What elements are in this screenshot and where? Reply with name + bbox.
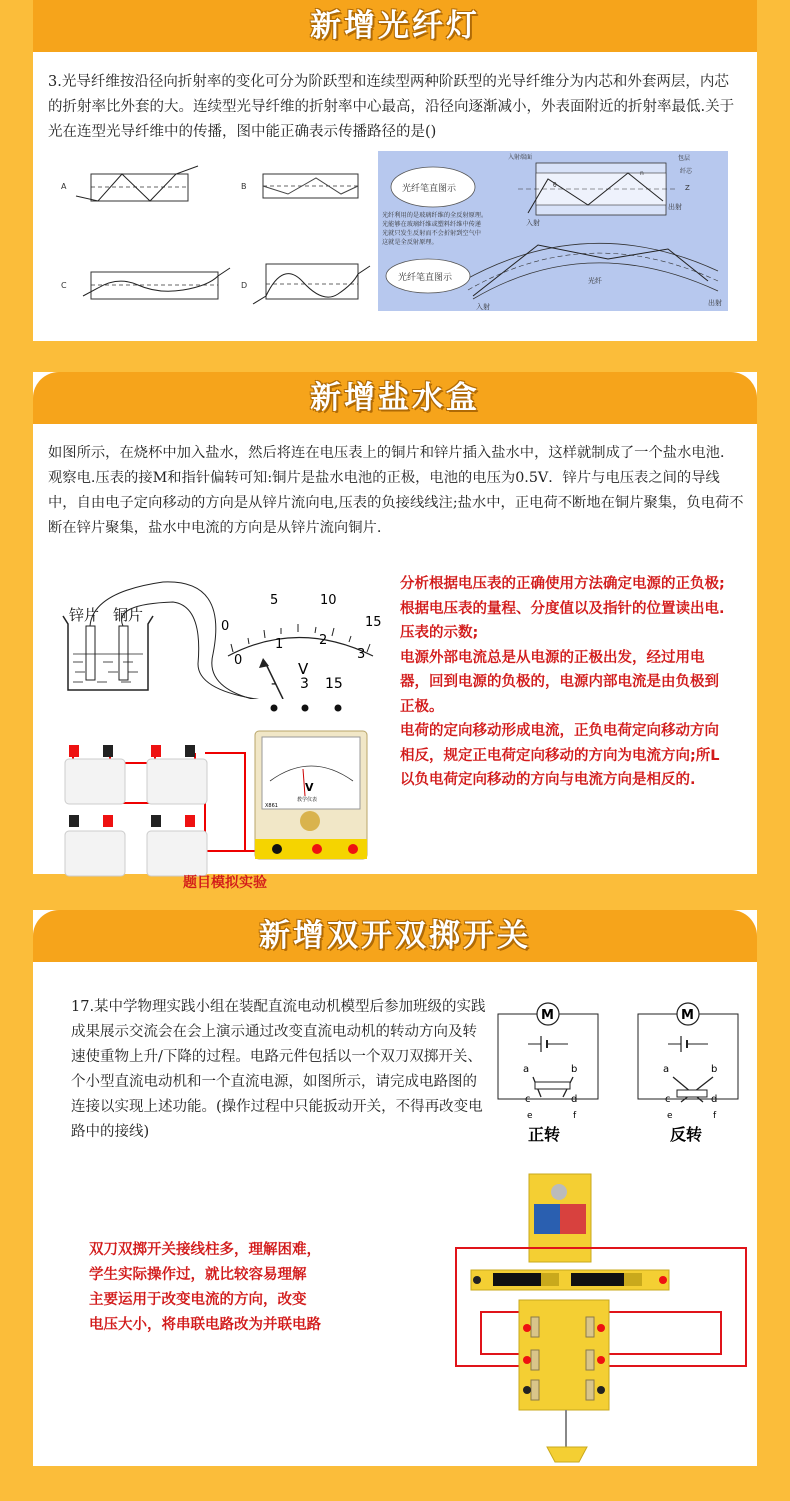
bubble-2: 光纤笔直图示	[398, 273, 453, 283]
label-reverse: 反转	[670, 1125, 703, 1142]
section-title: 新增光纤灯	[310, 8, 480, 44]
photo-meter-unit: V	[305, 781, 314, 794]
scale-top-10: 10	[320, 593, 337, 608]
term-f-fwd: f	[573, 1111, 577, 1121]
label-out-2: 出射	[708, 299, 722, 307]
fiber-note: 光纤利用的是玻璃纤维的全反射原理。 光能够在玻璃纤维或塑料纤维中传递 光就只发生反射而不会折射到空气中 这就是全反射原理。	[382, 212, 488, 246]
term-f-rev: f	[713, 1111, 717, 1121]
term-a-rev: a	[663, 1064, 670, 1075]
section-header	[33, 0, 757, 52]
label-core: 纤芯	[680, 168, 693, 175]
scale-top-5: 5	[270, 593, 279, 608]
label-z: Z	[685, 184, 690, 192]
scale-bot-2: 2	[319, 633, 328, 648]
experiment-caption: 题目模拟实验	[183, 875, 267, 891]
intro-text: 如图所示，在烧杯中加入盐水，然后将连在电压表上的铜片和锌片插入盐水中，这样就制成了一个盐水电池．观察电.压表的接M和指针偏转可知:铜片是盐水电池的正极，电池的电压为0.5V．锌片与电压表之间的导线中，自由电子定向移动的方向是从锌片流向电,压表的负接线线注;盐水中，正电荷不断地在铜片聚集，负电荷不断在锌片聚集，盐水中电流的方向是从锌片流向铜片.	[48, 445, 744, 536]
section-body	[33, 52, 757, 341]
section-salt-water-box	[33, 372, 757, 891]
switch-setup-photo	[451, 1172, 751, 1468]
term-c-fwd: c	[525, 1094, 531, 1105]
label-cladding: 包层	[678, 155, 691, 162]
terminal-15: 15	[325, 676, 343, 692]
section-fiber-light	[33, 0, 757, 341]
label-in-2: 入射	[476, 303, 490, 311]
scale-bot-0: 0	[234, 653, 243, 668]
section-body	[33, 424, 757, 891]
scale-top-0: 0	[221, 619, 230, 634]
label-n: n	[640, 170, 644, 177]
term-e-rev: e	[667, 1111, 673, 1121]
bubble-1: 光纤笔直图示	[402, 184, 457, 194]
experiment-photo	[55, 711, 375, 891]
photo-meter-brand: 教学仪表	[297, 797, 318, 803]
label-entry-face: 入射端面	[508, 154, 533, 161]
label-in-1: 入射	[526, 219, 540, 227]
label-fiber: 光纤	[588, 277, 602, 285]
question-text: 3.光导纤维按沿径向折射率的变化可分为阶跃型和连续型两种阶跃型的光导纤维分为内芯和外套两层，内芯的折射率比外套的大。连续型光导纤维的折射率中心最高，沿径向逐渐减小，外表面附近的折射率最低.关于光在连型光导纤维中的传播，图中能正确表示传播路径的是()	[48, 74, 735, 140]
section-dpdt-switch	[33, 910, 757, 1466]
term-c-rev: c	[665, 1094, 671, 1105]
circuit-reverse	[638, 1003, 738, 1142]
scale-top-15: 15	[365, 615, 382, 630]
scale-bot-1: 1	[275, 637, 284, 652]
term-b-rev: b	[711, 1064, 718, 1075]
term-d-fwd: d	[571, 1094, 578, 1105]
switch-note: 双刀双掷开关接线柱多，理解困难， 学生实际操作过，就比较容易理解 主要运用于改变电流的方向，改变 电压大小，将串联电路改为并联电路	[89, 1242, 321, 1333]
option-d-label: D	[241, 281, 248, 290]
label-theta: θ	[553, 182, 557, 189]
copper-label: 铜片	[113, 606, 144, 624]
option-b-label: B	[241, 182, 247, 191]
zinc-label: 锌片	[69, 606, 100, 624]
question-text: 17.某中学物理实践小组在装配直流电动机模型后参加班级的实践成果展示交流会在会上演示通过改变直流电动机的转动方向及转速使重物上升/下降的过程。电路元件包括以一个双刀双掷开关、个小型直流电动机和一个直流电源，如图所示，请完成电路图的连接以实现上述功能。(操作过程中只能扳动开关，不得再改变电路中的接线)	[71, 999, 486, 1140]
motor-forward: M	[541, 1008, 554, 1023]
option-a-label: A	[61, 182, 67, 191]
option-diagrams	[58, 164, 378, 314]
circuit-diagrams	[493, 1002, 743, 1142]
label-out-1: 出射	[668, 203, 682, 211]
terminal-3: 3	[300, 676, 309, 692]
section-header	[33, 372, 757, 424]
section-title: 新增盐水盒	[310, 380, 480, 416]
term-e-fwd: e	[527, 1111, 533, 1121]
option-c-label: C	[61, 281, 67, 290]
section-header	[33, 910, 757, 962]
terminal-neg: -	[271, 676, 277, 692]
scale-bot-3: 3	[357, 647, 366, 662]
label-forward: 正转	[528, 1125, 561, 1142]
meter-unit: V	[298, 660, 309, 678]
term-d-rev: d	[711, 1094, 718, 1105]
section-body	[33, 962, 757, 1466]
beaker-meter-diagram	[53, 564, 383, 699]
term-a-fwd: a	[523, 1064, 530, 1075]
section-title: 新增双开双掷开关	[259, 918, 531, 954]
photo-meter-model: X861	[265, 803, 278, 809]
circuit-forward	[498, 1003, 598, 1142]
analysis-text: 分析根据电压表的正确使用方法确定电源的正负极;根据电压表的量程、分度值以及指针的位置读出电.压表的示数; 电源外部电流总是从电源的正极出发，经过用电器，回到电源的负极的，电源内部电流是由负极到正极。 电荷的定向移动形成电流，正负电荷定向移动方向相反，规定正电荷定向移动的方向为电流方向;所L以负电荷定向移动的方向与电流方向是相反的.	[400, 576, 725, 788]
term-b-fwd: b	[571, 1064, 578, 1075]
fiber-diagram	[378, 151, 728, 311]
motor-reverse: M	[681, 1008, 694, 1023]
